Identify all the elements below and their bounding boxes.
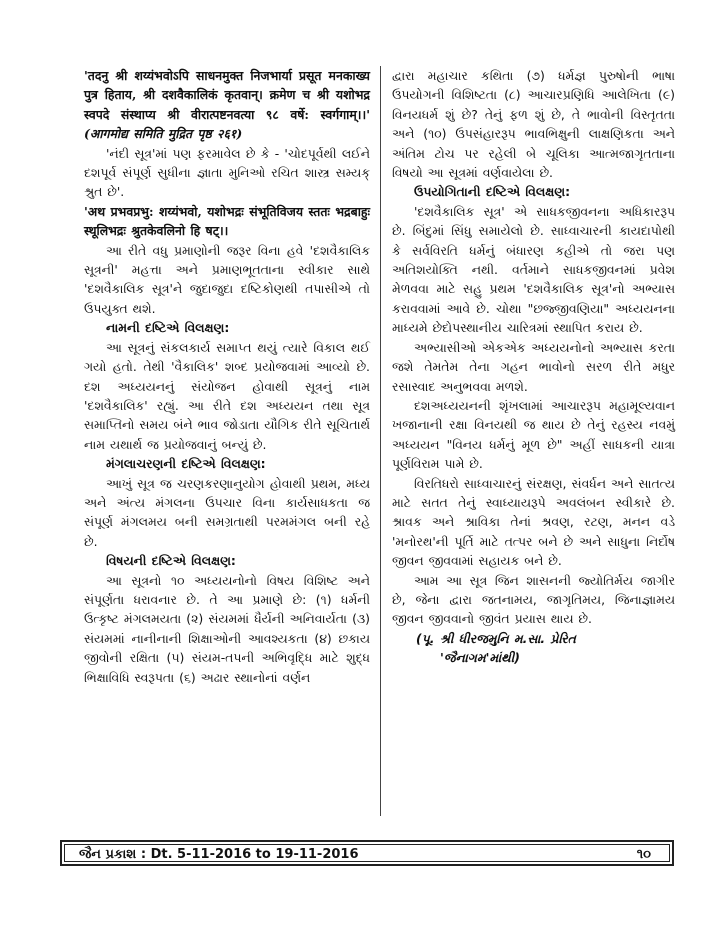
left-column [84, 66, 370, 687]
heading-mangalacharan-perspective: મંગલાચરણની દષ્ટિએ વિલક્ષણ: [106, 456, 266, 472]
paragraph-nandi-sutra: 'નંદી સૂત્ર'માં પણ ફરમાવેલ છે કે - 'ચોદપૂર્વથી લઈને દશપૂર્વ સંપૂર્ણ સુધીના જ્ઞાતા મુનિઓ રચિત શાસ્ત્ર સમ્યક્ શ્રુત છે'. [84, 145, 370, 200]
attribution-line-2: 'જૈનાગમ'માંથી) [440, 650, 520, 666]
paragraph-intro: આ રીતે વધુ પ્રમાણોની જરૂર વિના હવે 'દશવૈકાલિક સૂત્રની' મહત્તા અને પ્રમાણભૂતતાના સ્વીકાર સાથે 'દશવૈકાલિક સૂત્ર'ને જુદાજુદા દષ્ટિકોણથી તપાસીએ તો ઉપયુક્ત થશે. [84, 242, 370, 316]
paragraph-virati: વિરતિધરો સાધ્વાચારનું સંરક્ષણ, સંવર્ધન અને સાતત્ય માટે સતત તેનું સ્વાધ્યાયરૂપે અવલંબન સ્વીકારે છે. શ્રાવક અને શ્રાવિકા તેનાં શ્રવણ, રટણ, મનન વડે 'મનોરથ'ની પૂર્તિ માટે તત્પર બને છે અને સાધુના નિર્દોષ જીવન જીવવામાં સહાયક બને છે. [392, 475, 675, 569]
paragraph-subject-perspective: આ સૂત્રનો ૧૦ અધ્યયનોનો વિષય વિશિષ્ટ અને સંપૂર્ણતા ધરાવનાર છે. તે આ પ્રમાણે છે: (૧) ધર્મની ઉત્કૃષ્ટ મંગલમયતા (૨) સંયમમાં ધૈર્યની અનિવાર્યતા (૩) સંયમમાં નાનીનાની શિક્ષાઓની આવશ્યકતા (૪) છકાય જીવોની રક્ષિતા (૫) સંયમ-તપની અભિવૃદ્ધિ માટે શુદ્ધ ભિક્ષાવિધિ સ્વરૂપતા (૬) અઢાર સ્થાનોનાં વર્ણન [84, 572, 370, 685]
sanskrit-quote-1-reference: (आगमोद्य समिति मुद्रित पृष्ठ २६१) [84, 126, 243, 142]
heading-name-perspective: નામની દષ્ટિએ વિલક્ષણ: [106, 320, 230, 336]
footer-publication: જૈન પ્રકાશ : Dt. 5-11-2016 to 19-11-2016 [79, 847, 359, 862]
paragraph-utility-perspective: 'દશવૈકાલિક સૂત્ર' એ સાધકજીવનના અધિકારરૂપ છે. બિંદુમાં સિંધુ સમાયેલો છે. સાધ્વાચારની કાયદાપોથી કે સર્વવિરતિ ધર્મનું બંધારણ કહીએ તો જરા પણ અતિશયોક્તિ નથી. વર્તમાને સાધકજીવનમાં પ્રવેશ મેળવવા માટે સહુ પ્રથમ 'દશવૈકાલિક સૂત્ર'નો અભ્યાસ કરાવવામાં આવે છે. ચોથા "છજ્જીવણિયા" અધ્યયનના માધ્યમે છેદોપસ્થાનીય ચારિત્રમાં સ્થાપિત કરાય છે. [392, 203, 675, 336]
sanskrit-quote-1 [84, 66, 370, 144]
paragraph-vinay: દશઅધ્યયનની શૃંખલામાં આચારરૂપ મહામૂલ્યવાન ખજાનાની રક્ષા વિનયથી જ થાય છે તેનું રહસ્ય નવમું અધ્યયન "વિનય ધર્મનું મૂળ છે" અહીં સાધકની યાત્રા પૂર્ણવિરામ પામે છે. [392, 397, 675, 472]
paragraph-subject-continued: દ્વારા મહાચાર કથિતા (૭) ધર્મજ્ઞ પુરુષોની ભાષા ઉપયોગની વિશિષ્ટતા (૮) આચારપ્રણિધિ આલેખિતા (૯) વિનયધર્મ શું છે? તેનું ફળ શું છે, તે ભાવોની વિસ્તૃતતા અને (૧૦) ઉપસંહારરૂપ ભાવભિક્ષુની લાક્ષણિકતા અને અંતિમ ટોચ પર રહેલી બે ચૂલિકા આત્મજાગૃતતાના વિષયો આ સૂત્રમાં વર્ણવાયેલા છે. [392, 68, 675, 181]
page-number: ૧૦ [636, 847, 651, 862]
sanskrit-quote-2: 'अथ प्रभवप्रभु: शय्यंभवो, यशोभद्रः संभूतिविजय स्ततः भद्रबाहुः स्थूलिभद्रः श्रुतकेवलिनो हि षट्।। [84, 203, 370, 239]
paragraph-mangalacharan-perspective: આખું સૂત્ર જ ચરણકરણાનુયોગ હોવાથી પ્રથમ, મધ્ય અને અંત્ય મંગલના ઉપચાર વિના કાર્યસાધકતા જ સંપૂર્ણ મંગલમય બની સમગ્રતાથી પરમમંગલ બની રહે છે. [84, 475, 370, 549]
right-column [392, 66, 675, 668]
paragraph-conclusion: આમ આ સૂત્ર જિન શાસનની જ્યોતિર્મય જાગીર છે, જેના દ્વારા જતનામય, જાગૃતિમય, જિનાજ્ઞામય જીવન જીવવાનો જીવંત પ્રયાસ થાય છે. [392, 572, 675, 627]
footer-inner-border [64, 844, 670, 862]
paragraph-name-perspective: આ સૂત્રનું સંકલકાર્ય સમાપ્ત થયું ત્યારે વિકાલ થઈ ગયો હતો. તેથી 'વૈકાલિક' શબ્દ પ્રયોજવામાં આવ્યો છે. દશ અધ્યયનનું સંયોજન હોવાથી સૂત્રનું નામ 'દશવૈકાલિક' રહ્યું. આ રીતે દશ અધ્યયન તથા સૂત્ર સમાપ્તિનો સમય બંને ભાવ જોડાતા યૌગિક રીતે સૂચિતાર્થ નામ યથાર્થ જ પ્રયોજવાનું બન્યું છે. [84, 339, 370, 452]
heading-subject-perspective: વિષયની દષ્ટિએ વિલક્ષણ: [106, 553, 236, 569]
attribution-line-1: (પૂ. શ્રી ધીરજમુનિ મ.સા. પ્રેરિત [416, 630, 576, 646]
column-divider [380, 66, 381, 816]
heading-utility-perspective: ઉપયોગિતાની દષ્ટિએ વિલક્ષણ: [414, 184, 571, 200]
sanskrit-quote-1-text: 'तदनु श्री शय्यंभवोऽपि साधनमुक्त निजभार्या प्रसूत मनकाख्य पुत्र हिताय, श्री दशवैकालिकं कृतवान्। क्रमेण च श्री यशोभद्र स्वपदे संस्थाप्य श्री वीरात्पष्टनवत्या ९८ वर्षे: स्वर्गगाम्।।' [84, 68, 370, 122]
paragraph-study: અભ્યાસીઓ એકએક અધ્યયનોનો અભ્યાસ કરતા જશે તેમતેમ તેના ગહન ભાવોનો સરળ રીતે મધુર રસાસ્વાદ અનુભવવા મળશે. [392, 339, 675, 394]
footer [60, 840, 674, 866]
